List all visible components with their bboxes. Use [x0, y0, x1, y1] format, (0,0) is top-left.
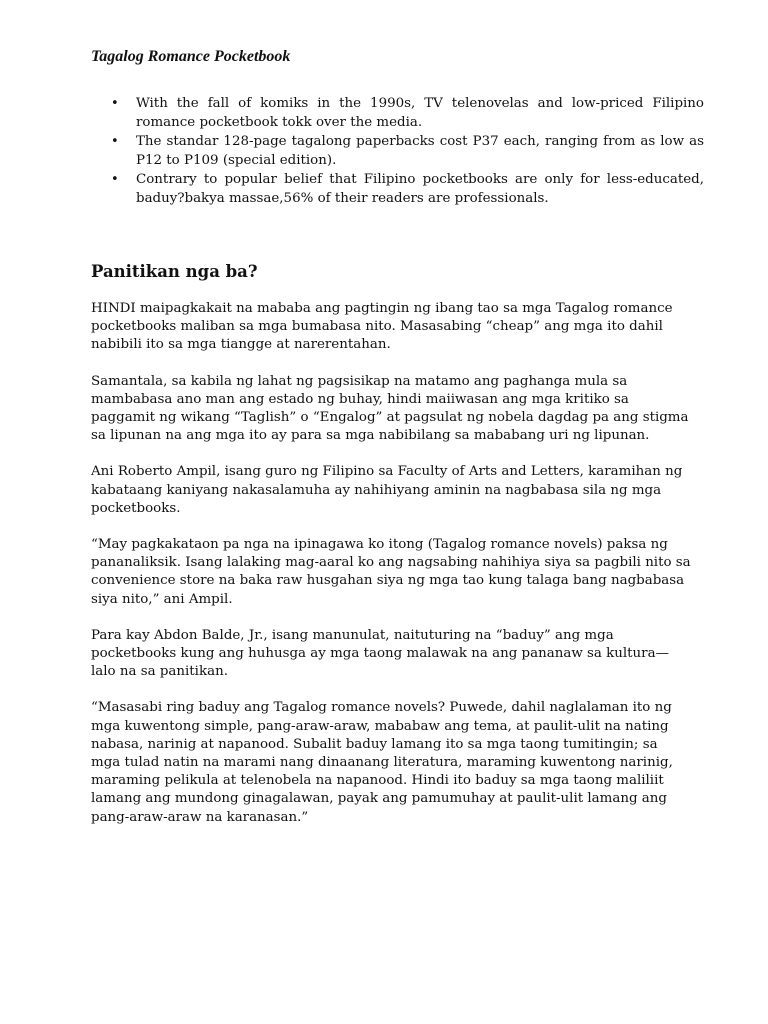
body-paragraph: “Masasabi ring baduy ang Tagalog romance novels? Puwede, dahil naglalaman ito ng mga kuwentong simple, pang-araw-araw, mababaw ang tema, at paulit-ulit na nating nabasa, narinig at napanood. Subalit baduy lamang ito sa mga taong tumitingin; sa mga tulad natin na marami nang dinaanang literatura, maraming kuwentong narinig, maraming pelikula at telenobela na napanood. Hindi ito baduy sa mga taong maliliit lamang ang mundong ginagalawan, payak ang pamumuhay at paulit-ulit lamang ang pang-araw-araw na karanasan.” [91, 700, 673, 825]
fact-bullet-item: • Contrary to popular belief that Filipino pocketbooks are only for less-educated, baduy?bakya massae,56% of their readers are professionals. [136, 170, 704, 208]
fact-bullet-item: • The standar 128-page tagalong paperbacks cost P37 each, ranging from as low as P12 to P109 (special edition). [136, 132, 704, 170]
body-paragraph: Ani Roberto Ampil, isang guro ng Filipino sa Faculty of Arts and Letters, karamihan ng kabataang kaniyang nakasalamuha ay nahihiyang aminin na nagbabasa sila ng mga pocketbooks. [91, 464, 683, 516]
fact-bullet-item: • With the fall of komiks in the 1990s, TV telenovelas and low-priced Filipino romance pocketbook tokk over the media. [136, 94, 704, 132]
document-title: Tagalog Romance Pocketbook [91, 48, 291, 65]
body-paragraph: Samantala, sa kabila ng lahat ng pagsisikap na matamo ang paghanga mula sa mambabasa ano man ang estado ng buhay, hindi maiiwasan ang mga kritiko sa paggamit ng wikang “Taglish” o “Engalog” at pagsulat ng nobela dagdag pa ang stigma sa lipunan na ang mga ito ay para sa mga nabibilang sa mababang uri ng lipunan. [91, 373, 689, 444]
body-paragraph: HINDI maipagkakait na mababa ang pagtingin ng ibang tao sa mga Tagalog romance pocketbooks maliban sa mga bumabasa nito. Masasabing “cheap” ang mga ito dahil nabibili ito sa mga tiangge at narerentahan. [91, 301, 673, 353]
section-heading: Panitikan nga ba? [91, 262, 258, 281]
body-text [91, 300, 691, 845]
body-paragraph: “May pagkakataon pa nga na ipinagawa ko itong (Tagalog romance novels) paksa ng pananaliksik. Isang lalaking mag-aaral ko ang nagsabing nahihiya siya sa pagbili nito sa convenience store na baka raw husgahan siya ng mga tao kung talaga bang nagbabasa siya nito,” ani Ampil. [91, 537, 691, 607]
fact-bullet-list [108, 94, 704, 208]
body-paragraph: Para kay Abdon Balde, Jr., isang manunulat, naituturing na “baduy” ang mga pocketbooks kung ang huhusga ay mga taong malawak na ang pananaw sa kultura—lalo na sa panitikan. [91, 627, 669, 680]
